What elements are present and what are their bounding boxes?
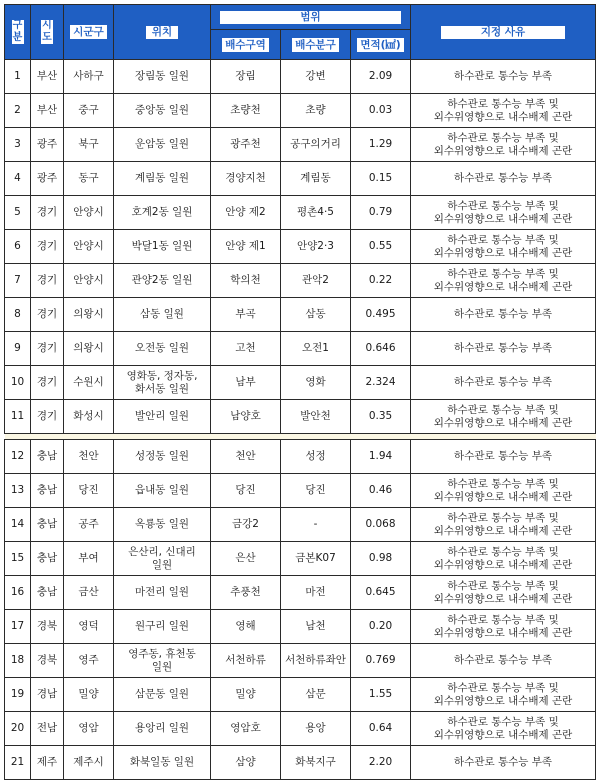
table-row bbox=[5, 440, 596, 474]
reason-cell: 하수관로 통수능 부족 및 외수위영향으로 내수배제 곤란 bbox=[411, 474, 596, 508]
header-range bbox=[211, 5, 411, 30]
header-sigungu bbox=[64, 5, 114, 60]
area-cell: 2.324 bbox=[351, 366, 411, 400]
location-cell: 호계2동 일원 bbox=[114, 196, 211, 230]
header-subzone-label: 배수분구 bbox=[292, 38, 339, 52]
sido-cell: 경북 bbox=[31, 644, 64, 678]
area-cell: 0.98 bbox=[351, 542, 411, 576]
table-row bbox=[5, 400, 596, 434]
row-number-cell: 18 bbox=[5, 644, 31, 678]
location-cell: 장림동 일원 bbox=[114, 60, 211, 94]
table-row bbox=[5, 162, 596, 196]
location-cell: 운암동 일원 bbox=[114, 128, 211, 162]
sigungu-cell: 금산 bbox=[64, 576, 114, 610]
location-cell: 영화동, 정자동, 화서동 일원 bbox=[114, 366, 211, 400]
row-number-cell: 7 bbox=[5, 264, 31, 298]
sigungu-cell: 사하구 bbox=[64, 60, 114, 94]
row-number-cell: 8 bbox=[5, 298, 31, 332]
header-no bbox=[5, 5, 31, 60]
location-cell: 중앙동 일원 bbox=[114, 94, 211, 128]
zone-cell: 학의천 bbox=[211, 264, 281, 298]
row-number-cell: 15 bbox=[5, 542, 31, 576]
table-row bbox=[5, 128, 596, 162]
area-cell: 0.15 bbox=[351, 162, 411, 196]
area-cell: 0.20 bbox=[351, 610, 411, 644]
zone-cell: 추풍천 bbox=[211, 576, 281, 610]
subzone-cell: 관악2 bbox=[281, 264, 351, 298]
sigungu-cell: 중구 bbox=[64, 94, 114, 128]
area-cell: 2.20 bbox=[351, 746, 411, 780]
subzone-cell: 삼동 bbox=[281, 298, 351, 332]
table-body bbox=[5, 60, 596, 780]
sido-cell: 경기 bbox=[31, 264, 64, 298]
sido-cell: 충남 bbox=[31, 542, 64, 576]
zone-cell: 고천 bbox=[211, 332, 281, 366]
table-row bbox=[5, 94, 596, 128]
row-number-cell: 3 bbox=[5, 128, 31, 162]
subzone-cell: 서천하류좌안 bbox=[281, 644, 351, 678]
sigungu-cell: 북구 bbox=[64, 128, 114, 162]
reason-cell: 하수관로 통수능 부족 bbox=[411, 60, 596, 94]
zone-cell: 당진 bbox=[211, 474, 281, 508]
sigungu-cell: 의왕시 bbox=[64, 298, 114, 332]
row-number-cell: 13 bbox=[5, 474, 31, 508]
row-number-cell: 5 bbox=[5, 196, 31, 230]
subzone-cell: 안양2·3 bbox=[281, 230, 351, 264]
row-number-cell: 2 bbox=[5, 94, 31, 128]
sigungu-cell: 영덕 bbox=[64, 610, 114, 644]
header-zone bbox=[211, 30, 281, 60]
location-cell: 성정동 일원 bbox=[114, 440, 211, 474]
sido-cell: 광주 bbox=[31, 128, 64, 162]
subzone-cell: 오전1 bbox=[281, 332, 351, 366]
zone-cell: 광주천 bbox=[211, 128, 281, 162]
table-row bbox=[5, 60, 596, 94]
sido-cell: 경북 bbox=[31, 610, 64, 644]
header-range-label: 범위 bbox=[220, 11, 400, 24]
sido-cell: 경기 bbox=[31, 298, 64, 332]
zone-cell: 서천하류 bbox=[211, 644, 281, 678]
header-area-label: 면적(㎢) bbox=[357, 38, 403, 52]
zone-cell: 금강2 bbox=[211, 508, 281, 542]
reason-cell: 하수관로 통수능 부족 및 외수위영향으로 내수배제 곤란 bbox=[411, 678, 596, 712]
zone-cell: 안양 제2 bbox=[211, 196, 281, 230]
sigungu-cell: 안양시 bbox=[64, 230, 114, 264]
sigungu-cell: 화성시 bbox=[64, 400, 114, 434]
area-cell: 0.068 bbox=[351, 508, 411, 542]
reason-cell: 하수관로 통수능 부족 및 외수위영향으로 내수배제 곤란 bbox=[411, 508, 596, 542]
table-row bbox=[5, 746, 596, 780]
zone-cell: 은산 bbox=[211, 542, 281, 576]
location-cell: 용앙리 일원 bbox=[114, 712, 211, 746]
location-cell: 원구리 일원 bbox=[114, 610, 211, 644]
area-cell: 0.79 bbox=[351, 196, 411, 230]
subzone-cell: 계림동 bbox=[281, 162, 351, 196]
header-location bbox=[114, 5, 211, 60]
sigungu-cell: 밀양 bbox=[64, 678, 114, 712]
subzone-cell: 공구의거리 bbox=[281, 128, 351, 162]
sido-cell: 충남 bbox=[31, 474, 64, 508]
subzone-cell: 초량 bbox=[281, 94, 351, 128]
row-number-cell: 9 bbox=[5, 332, 31, 366]
area-cell: 1.94 bbox=[351, 440, 411, 474]
sigungu-cell: 의왕시 bbox=[64, 332, 114, 366]
zone-cell: 남양호 bbox=[211, 400, 281, 434]
sigungu-cell: 제주시 bbox=[64, 746, 114, 780]
sido-cell: 광주 bbox=[31, 162, 64, 196]
sigungu-cell: 당진 bbox=[64, 474, 114, 508]
header-sigungu-label: 시군구 bbox=[70, 25, 106, 39]
row-number-cell: 12 bbox=[5, 440, 31, 474]
sigungu-cell: 안양시 bbox=[64, 196, 114, 230]
location-cell: 삼동 일원 bbox=[114, 298, 211, 332]
sido-cell: 제주 bbox=[31, 746, 64, 780]
location-cell: 마전리 일원 bbox=[114, 576, 211, 610]
table-row bbox=[5, 508, 596, 542]
table-row bbox=[5, 678, 596, 712]
subzone-cell: 영화 bbox=[281, 366, 351, 400]
reason-cell: 하수관로 통수능 부족 bbox=[411, 644, 596, 678]
zone-cell: 천안 bbox=[211, 440, 281, 474]
row-number-cell: 20 bbox=[5, 712, 31, 746]
row-number-cell: 17 bbox=[5, 610, 31, 644]
reason-cell: 하수관로 통수능 부족 및 외수위영향으로 내수배제 곤란 bbox=[411, 196, 596, 230]
subzone-cell: 금본K07 bbox=[281, 542, 351, 576]
row-number-cell: 16 bbox=[5, 576, 31, 610]
header-sido bbox=[31, 5, 64, 60]
sido-cell: 경기 bbox=[31, 400, 64, 434]
sido-cell: 경기 bbox=[31, 366, 64, 400]
location-cell: 발안리 일원 bbox=[114, 400, 211, 434]
header-area bbox=[351, 30, 411, 60]
reason-cell: 하수관로 통수능 부족 bbox=[411, 332, 596, 366]
sido-cell: 전남 bbox=[31, 712, 64, 746]
location-cell: 영주동, 휴천동 일원 bbox=[114, 644, 211, 678]
reason-cell: 하수관로 통수능 부족 및 외수위영향으로 내수배제 곤란 bbox=[411, 712, 596, 746]
header-zone-label: 배수구역 bbox=[222, 38, 269, 52]
header-reason-label: 지정 사유 bbox=[441, 26, 565, 39]
sido-cell: 충남 bbox=[31, 440, 64, 474]
location-cell: 박달1동 일원 bbox=[114, 230, 211, 264]
subzone-cell: 평촌4·5 bbox=[281, 196, 351, 230]
location-cell: 삼문동 일원 bbox=[114, 678, 211, 712]
table-row bbox=[5, 230, 596, 264]
row-number-cell: 21 bbox=[5, 746, 31, 780]
zone-cell: 남부 bbox=[211, 366, 281, 400]
row-number-cell: 11 bbox=[5, 400, 31, 434]
row-number-cell: 10 bbox=[5, 366, 31, 400]
header-reason bbox=[411, 5, 596, 60]
sigungu-cell: 수원시 bbox=[64, 366, 114, 400]
subzone-cell: 강변 bbox=[281, 60, 351, 94]
table-row bbox=[5, 576, 596, 610]
subzone-cell: 용앙 bbox=[281, 712, 351, 746]
table-row bbox=[5, 332, 596, 366]
sigungu-cell: 동구 bbox=[64, 162, 114, 196]
table-row bbox=[5, 644, 596, 678]
zone-cell: 영암호 bbox=[211, 712, 281, 746]
row-number-cell: 4 bbox=[5, 162, 31, 196]
area-cell: 0.64 bbox=[351, 712, 411, 746]
sigungu-cell: 공주 bbox=[64, 508, 114, 542]
area-cell: 0.35 bbox=[351, 400, 411, 434]
table-row bbox=[5, 366, 596, 400]
location-cell: 옥룡동 일원 bbox=[114, 508, 211, 542]
zone-cell: 영해 bbox=[211, 610, 281, 644]
location-cell: 은산리, 신대리 일원 bbox=[114, 542, 211, 576]
location-cell: 읍내동 일원 bbox=[114, 474, 211, 508]
sigungu-cell: 부여 bbox=[64, 542, 114, 576]
header-subzone bbox=[281, 30, 351, 60]
zone-cell: 삼양 bbox=[211, 746, 281, 780]
reason-cell: 하수관로 통수능 부족 및 외수위영향으로 내수배제 곤란 bbox=[411, 230, 596, 264]
zone-cell: 경양지천 bbox=[211, 162, 281, 196]
header-sido-label: 시도 bbox=[42, 20, 52, 43]
location-cell: 관양2동 일원 bbox=[114, 264, 211, 298]
reason-cell: 하수관로 통수능 부족 bbox=[411, 746, 596, 780]
location-cell: 화북일동 일원 bbox=[114, 746, 211, 780]
area-cell: 0.495 bbox=[351, 298, 411, 332]
row-number-cell: 1 bbox=[5, 60, 31, 94]
area-cell: 0.22 bbox=[351, 264, 411, 298]
designation-table bbox=[4, 4, 596, 780]
row-number-cell: 19 bbox=[5, 678, 31, 712]
reason-cell: 하수관로 통수능 부족 bbox=[411, 162, 596, 196]
row-number-cell: 6 bbox=[5, 230, 31, 264]
subzone-cell: 발안천 bbox=[281, 400, 351, 434]
sido-cell: 경기 bbox=[31, 332, 64, 366]
sido-cell: 충남 bbox=[31, 508, 64, 542]
reason-cell: 하수관로 통수능 부족 bbox=[411, 366, 596, 400]
table-row bbox=[5, 298, 596, 332]
table-row bbox=[5, 712, 596, 746]
table-row bbox=[5, 474, 596, 508]
zone-cell: 부곡 bbox=[211, 298, 281, 332]
location-cell: 오전동 일원 bbox=[114, 332, 211, 366]
area-cell: 0.645 bbox=[351, 576, 411, 610]
sido-cell: 경기 bbox=[31, 230, 64, 264]
location-cell: 계림동 일원 bbox=[114, 162, 211, 196]
header-no-label: 구분 bbox=[12, 20, 23, 43]
area-cell: 1.55 bbox=[351, 678, 411, 712]
reason-cell: 하수관로 통수능 부족 bbox=[411, 440, 596, 474]
sigungu-cell: 안양시 bbox=[64, 264, 114, 298]
reason-cell: 하수관로 통수능 부족 및 외수위영향으로 내수배제 곤란 bbox=[411, 400, 596, 434]
reason-cell: 하수관로 통수능 부족 및 외수위영향으로 내수배제 곤란 bbox=[411, 610, 596, 644]
table-row bbox=[5, 610, 596, 644]
zone-cell: 초량천 bbox=[211, 94, 281, 128]
sido-cell: 부산 bbox=[31, 94, 64, 128]
zone-cell: 밀양 bbox=[211, 678, 281, 712]
subzone-cell: 화북지구 bbox=[281, 746, 351, 780]
area-cell: 0.55 bbox=[351, 230, 411, 264]
sigungu-cell: 영암 bbox=[64, 712, 114, 746]
subzone-cell: - bbox=[281, 508, 351, 542]
sido-cell: 충남 bbox=[31, 576, 64, 610]
area-cell: 0.769 bbox=[351, 644, 411, 678]
header-location-label: 위치 bbox=[146, 26, 178, 39]
subzone-cell: 삼문 bbox=[281, 678, 351, 712]
subzone-cell: 당진 bbox=[281, 474, 351, 508]
subzone-cell: 성정 bbox=[281, 440, 351, 474]
area-cell: 1.29 bbox=[351, 128, 411, 162]
reason-cell: 하수관로 통수능 부족 및 외수위영향으로 내수배제 곤란 bbox=[411, 542, 596, 576]
sigungu-cell: 천안 bbox=[64, 440, 114, 474]
area-cell: 0.646 bbox=[351, 332, 411, 366]
reason-cell: 하수관로 통수능 부족 및 외수위영향으로 내수배제 곤란 bbox=[411, 576, 596, 610]
table-row bbox=[5, 196, 596, 230]
sigungu-cell: 영주 bbox=[64, 644, 114, 678]
subzone-cell: 마전 bbox=[281, 576, 351, 610]
reason-cell: 하수관로 통수능 부족 및 외수위영향으로 내수배제 곤란 bbox=[411, 94, 596, 128]
area-cell: 2.09 bbox=[351, 60, 411, 94]
reason-cell: 하수관로 통수능 부족 및 외수위영향으로 내수배제 곤란 bbox=[411, 264, 596, 298]
row-number-cell: 14 bbox=[5, 508, 31, 542]
subzone-cell: 남천 bbox=[281, 610, 351, 644]
header-row-1 bbox=[5, 5, 596, 30]
reason-cell: 하수관로 통수능 부족 bbox=[411, 298, 596, 332]
table-row bbox=[5, 542, 596, 576]
reason-cell: 하수관로 통수능 부족 및 외수위영향으로 내수배제 곤란 bbox=[411, 128, 596, 162]
sido-cell: 경남 bbox=[31, 678, 64, 712]
area-cell: 0.03 bbox=[351, 94, 411, 128]
area-cell: 0.46 bbox=[351, 474, 411, 508]
sido-cell: 경기 bbox=[31, 196, 64, 230]
sido-cell: 부산 bbox=[31, 60, 64, 94]
table-row bbox=[5, 264, 596, 298]
zone-cell: 장림 bbox=[211, 60, 281, 94]
zone-cell: 안양 제1 bbox=[211, 230, 281, 264]
